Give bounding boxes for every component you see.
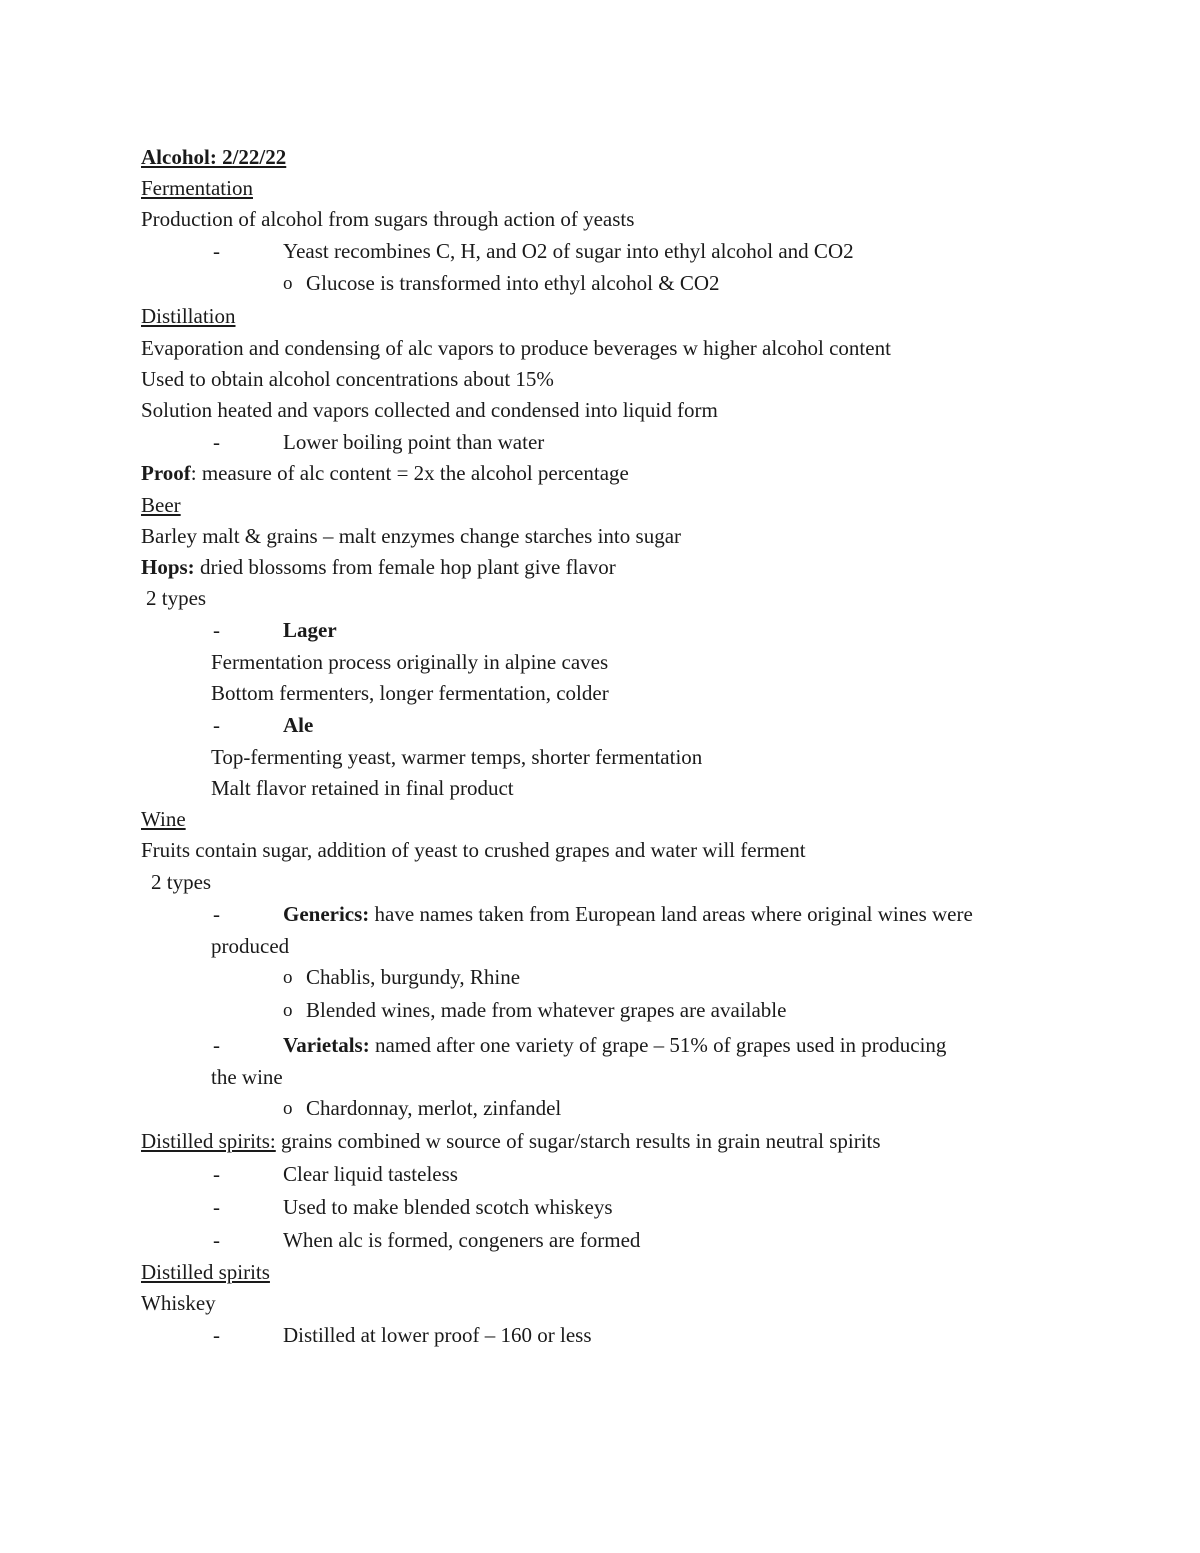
dash-bullet: - xyxy=(213,1162,220,1186)
whiskey-bullet: Distilled at lower proof – 160 or less xyxy=(283,1323,592,1347)
hops-term: Hops: xyxy=(141,555,195,579)
distillation-line-3: Solution heated and vapors collected and condensed into liquid form xyxy=(141,398,718,422)
heading-fermentation: Fermentation xyxy=(141,176,253,200)
distillation-bullet: Lower boiling point than water xyxy=(283,430,545,454)
hops-line xyxy=(141,557,616,578)
dash-bullet: - xyxy=(213,1195,220,1219)
fermentation-subbullet: Glucose is transformed into ethyl alcohol & CO2 xyxy=(306,271,720,295)
lager-line-1: Fermentation process originally in alpine caves xyxy=(211,650,609,674)
circle-bullet: o xyxy=(283,1098,293,1119)
heading-distilled-spirits-2: Distilled spirits xyxy=(141,1260,270,1284)
generics-term: Generics: xyxy=(283,902,370,926)
heading-wine: Wine xyxy=(141,807,186,831)
fermentation-line: Production of alcohol from sugars through action of yeasts xyxy=(141,207,635,231)
dash-bullet: - xyxy=(213,1323,220,1347)
generics-def: have names taken from European land areas where original wines were xyxy=(369,902,973,926)
dash-bullet: - xyxy=(213,618,220,642)
beer-types: 2 types xyxy=(146,586,207,610)
varietals-sub-1: Chardonnay, merlot, zinfandel xyxy=(306,1096,562,1120)
wine-line: Fruits contain sugar, addition of yeast to crushed grapes and water will ferment xyxy=(141,838,806,862)
dash-bullet: - xyxy=(213,713,220,737)
dash-bullet: - xyxy=(213,430,220,454)
distillation-line-1: Evaporation and condensing of alc vapors to produce beverages w higher alcohol content xyxy=(141,336,891,360)
varietals-term: Varietals: xyxy=(283,1033,370,1057)
circle-bullet: o xyxy=(283,1000,293,1021)
whiskey-line: Whiskey xyxy=(141,1291,216,1315)
beer-line: Barley malt & grains – malt enzymes change starches into sugar xyxy=(141,524,682,548)
spirits-def: grains combined w source of sugar/starch results in grain neutral spirits xyxy=(275,1129,881,1153)
heading-distillation: Distillation xyxy=(141,304,236,328)
proof-line xyxy=(141,463,629,484)
generics-sub-1: Chablis, burgundy, Rhine xyxy=(306,965,521,989)
varietals-def: named after one variety of grape – 51% of grapes used in producing xyxy=(369,1033,947,1057)
spirits-bullet-2: Used to make blended scotch whiskeys xyxy=(283,1195,613,1219)
circle-bullet: o xyxy=(283,967,293,988)
lager-line-2: Bottom fermenters, longer fermentation, colder xyxy=(211,681,609,705)
spirits-bullet-3: When alc is formed, congeners are formed xyxy=(283,1228,641,1252)
dash-bullet: - xyxy=(213,239,220,263)
generics-line xyxy=(283,904,973,925)
dash-bullet: - xyxy=(213,1033,220,1057)
proof-def: : measure of alc content = 2x the alcohol percentage xyxy=(190,461,629,485)
doc-title: Alcohol: 2/22/22 xyxy=(141,145,287,169)
heading-distilled-spirits: Distilled spirits: xyxy=(141,1129,276,1153)
ale-line-2: Malt flavor retained in final product xyxy=(211,776,514,800)
fermentation-bullet: Yeast recombines C, H, and O2 of sugar into ethyl alcohol and CO2 xyxy=(283,239,854,263)
varietals-line xyxy=(283,1035,946,1056)
proof-term: Proof xyxy=(141,461,191,485)
generics-sub-2: Blended wines, made from whatever grapes are available xyxy=(306,998,787,1022)
ale-line-1: Top-fermenting yeast, warmer temps, shorter fermentation xyxy=(211,745,703,769)
spirits-line xyxy=(141,1131,881,1152)
heading-beer: Beer xyxy=(141,493,181,517)
wine-types: 2 types xyxy=(151,870,212,894)
distillation-line-2: Used to obtain alcohol concentrations about 15% xyxy=(141,367,554,391)
hops-def: dried blossoms from female hop plant give flavor xyxy=(194,555,616,579)
ale-term: Ale xyxy=(283,713,314,737)
dash-bullet: - xyxy=(213,902,220,926)
varietals-cont: the wine xyxy=(211,1065,283,1089)
spirits-bullet-1: Clear liquid tasteless xyxy=(283,1162,458,1186)
lager-term: Lager xyxy=(283,618,337,642)
circle-bullet: o xyxy=(283,273,293,294)
generics-cont: produced xyxy=(211,934,290,958)
dash-bullet: - xyxy=(213,1228,220,1252)
